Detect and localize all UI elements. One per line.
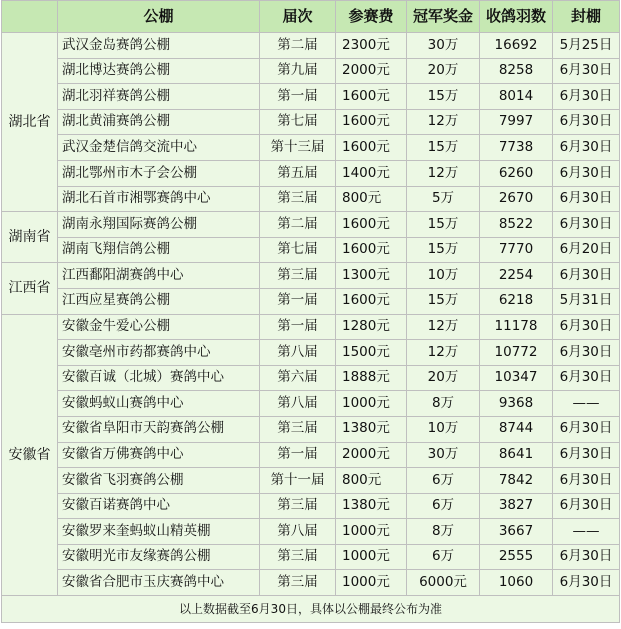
loft-name-cell: 武汉金楚信鸽交流中心	[58, 135, 260, 161]
province-cell: 湖南省	[2, 212, 58, 263]
close-date-cell: 6月30日	[553, 212, 620, 238]
entry-fee-cell: 1500元	[336, 340, 407, 366]
table-body	[2, 33, 620, 596]
loft-name-cell: 安徽明光市友缘赛鸽公棚	[58, 544, 260, 570]
table-row	[2, 391, 620, 417]
close-date-cell: 5月25日	[553, 33, 620, 59]
champion-prize-cell: 5万	[407, 186, 480, 212]
entry-fee-cell: 1600元	[336, 288, 407, 314]
loft-name-cell: 湖北羽祥赛鸽公棚	[58, 84, 260, 110]
loft-name-cell: 安徽省阜阳市天韵赛鸽公棚	[58, 416, 260, 442]
pigeon-count-cell: 7738	[480, 135, 553, 161]
footnote-row	[2, 596, 620, 623]
entry-fee-cell: 1000元	[336, 391, 407, 417]
pigeon-count-cell: 3667	[480, 519, 553, 545]
entry-fee-cell: 2300元	[336, 33, 407, 59]
loft-name-cell: 安徽省飞羽赛鸽公棚	[58, 468, 260, 494]
pigeon-count-cell: 2254	[480, 263, 553, 289]
pigeon-count-cell: 9368	[480, 391, 553, 417]
loft-name-cell: 安徽金牛爱心公棚	[58, 314, 260, 340]
pigeon-count-cell: 1060	[480, 570, 553, 596]
table-row	[2, 135, 620, 161]
header-cell-count: 收鸽羽数	[480, 1, 553, 33]
pigeon-count-cell: 7997	[480, 109, 553, 135]
champion-prize-cell: 12万	[407, 160, 480, 186]
champion-prize-cell: 30万	[407, 442, 480, 468]
close-date-cell: 6月30日	[553, 314, 620, 340]
header-cell-province	[2, 1, 58, 33]
close-date-cell: 6月30日	[553, 544, 620, 570]
table-row	[2, 288, 620, 314]
pigeon-count-cell: 2670	[480, 186, 553, 212]
loft-name-cell: 安徽省合肥市玉庆赛鸽中心	[58, 570, 260, 596]
header-row	[2, 1, 620, 33]
pigeon-count-cell: 6260	[480, 160, 553, 186]
pigeon-count-cell: 3827	[480, 493, 553, 519]
table-row	[2, 263, 620, 289]
edition-cell: 第八届	[260, 340, 336, 366]
header-cell-close-date: 封棚	[553, 1, 620, 33]
champion-prize-cell: 8万	[407, 391, 480, 417]
close-date-cell: 6月30日	[553, 442, 620, 468]
table-row	[2, 519, 620, 545]
table-row	[2, 416, 620, 442]
pigeon-count-cell: 16692	[480, 33, 553, 59]
champion-prize-cell: 6万	[407, 544, 480, 570]
header-cell-edition: 届次	[260, 1, 336, 33]
pigeon-count-cell: 8744	[480, 416, 553, 442]
header-cell-fee: 参赛费	[336, 1, 407, 33]
entry-fee-cell: 2000元	[336, 442, 407, 468]
table-row	[2, 33, 620, 59]
loft-name-cell: 湖南永翔国际赛鸽公棚	[58, 212, 260, 238]
table-row	[2, 160, 620, 186]
edition-cell: 第十三届	[260, 135, 336, 161]
close-date-cell: 6月20日	[553, 237, 620, 263]
close-date-cell: 6月30日	[553, 186, 620, 212]
close-date-cell: 6月30日	[553, 416, 620, 442]
pigeon-count-cell: 2555	[480, 544, 553, 570]
loft-name-cell: 江西应星赛鸽公棚	[58, 288, 260, 314]
edition-cell: 第八届	[260, 391, 336, 417]
loft-name-cell: 湖北黄浦赛鸽公棚	[58, 109, 260, 135]
entry-fee-cell: 800元	[336, 468, 407, 494]
pigeon-count-cell: 10347	[480, 365, 553, 391]
champion-prize-cell: 15万	[407, 237, 480, 263]
edition-cell: 第三届	[260, 416, 336, 442]
table-row	[2, 314, 620, 340]
edition-cell: 第二届	[260, 33, 336, 59]
close-date-cell: 6月30日	[553, 84, 620, 110]
edition-cell: 第三届	[260, 570, 336, 596]
loft-name-cell: 湖北石首市湘鄂赛鸽中心	[58, 186, 260, 212]
edition-cell: 第十一届	[260, 468, 336, 494]
loft-name-cell: 安徽罗来奎蚂蚁山精英棚	[58, 519, 260, 545]
entry-fee-cell: 1000元	[336, 570, 407, 596]
edition-cell: 第三届	[260, 263, 336, 289]
champion-prize-cell: 12万	[407, 314, 480, 340]
pigeon-count-cell: 6218	[480, 288, 553, 314]
close-date-cell: 6月30日	[553, 58, 620, 84]
close-date-cell: 5月31日	[553, 288, 620, 314]
champion-prize-cell: 15万	[407, 135, 480, 161]
table-row	[2, 212, 620, 238]
edition-cell: 第一届	[260, 84, 336, 110]
table-row	[2, 468, 620, 494]
pigeon-count-cell: 8522	[480, 212, 553, 238]
loft-name-cell: 湖北博达赛鸽公棚	[58, 58, 260, 84]
champion-prize-cell: 15万	[407, 288, 480, 314]
close-date-cell: 6月30日	[553, 340, 620, 366]
edition-cell: 第三届	[260, 544, 336, 570]
loft-name-cell: 湖南飞翔信鸽公棚	[58, 237, 260, 263]
loft-name-cell: 安徽百诚（北城）赛鸽中心	[58, 365, 260, 391]
entry-fee-cell: 1000元	[336, 519, 407, 545]
pigeon-count-cell: 8641	[480, 442, 553, 468]
table-row	[2, 237, 620, 263]
footnote: 以上数据截至6月30日，具体以公棚最终公布为准	[2, 596, 620, 623]
close-date-cell: 6月30日	[553, 160, 620, 186]
header-cell-prize: 冠军奖金	[407, 1, 480, 33]
close-date-cell: 6月30日	[553, 365, 620, 391]
table-row	[2, 340, 620, 366]
champion-prize-cell: 8万	[407, 519, 480, 545]
pigeon-count-cell: 7770	[480, 237, 553, 263]
entry-fee-cell: 1000元	[336, 544, 407, 570]
table-row	[2, 544, 620, 570]
entry-fee-cell: 1888元	[336, 365, 407, 391]
champion-prize-cell: 20万	[407, 365, 480, 391]
champion-prize-cell: 10万	[407, 263, 480, 289]
close-date-cell: 6月30日	[553, 109, 620, 135]
edition-cell: 第一届	[260, 314, 336, 340]
province-cell: 江西省	[2, 263, 58, 314]
pigeon-count-cell: 11178	[480, 314, 553, 340]
entry-fee-cell: 1600元	[336, 84, 407, 110]
edition-cell: 第五届	[260, 160, 336, 186]
entry-fee-cell: 2000元	[336, 58, 407, 84]
table-row	[2, 570, 620, 596]
edition-cell: 第三届	[260, 186, 336, 212]
edition-cell: 第三届	[260, 493, 336, 519]
loft-name-cell: 安徽百诺赛鸽中心	[58, 493, 260, 519]
table-row	[2, 109, 620, 135]
champion-prize-cell: 6万	[407, 493, 480, 519]
edition-cell: 第九届	[260, 58, 336, 84]
entry-fee-cell: 1300元	[336, 263, 407, 289]
close-date-cell: 6月30日	[553, 263, 620, 289]
loft-name-cell: 江西鄱阳湖赛鸽中心	[58, 263, 260, 289]
pigeon-loft-table	[1, 0, 620, 623]
champion-prize-cell: 12万	[407, 109, 480, 135]
entry-fee-cell: 800元	[336, 186, 407, 212]
entry-fee-cell: 1380元	[336, 493, 407, 519]
champion-prize-cell: 6万	[407, 468, 480, 494]
champion-prize-cell: 12万	[407, 340, 480, 366]
loft-name-cell: 武汉金岛赛鸽公棚	[58, 33, 260, 59]
edition-cell: 第六届	[260, 365, 336, 391]
loft-name-cell: 安徽蚂蚁山赛鸽中心	[58, 391, 260, 417]
entry-fee-cell: 1380元	[336, 416, 407, 442]
table-row	[2, 493, 620, 519]
header-cell-loft: 公棚	[58, 1, 260, 33]
pigeon-count-cell: 7842	[480, 468, 553, 494]
loft-name-cell: 安徽亳州市药都赛鸽中心	[58, 340, 260, 366]
edition-cell: 第一届	[260, 442, 336, 468]
edition-cell: 第七届	[260, 109, 336, 135]
pigeon-count-cell: 8258	[480, 58, 553, 84]
entry-fee-cell: 1280元	[336, 314, 407, 340]
close-date-cell: 6月30日	[553, 493, 620, 519]
entry-fee-cell: 1600元	[336, 109, 407, 135]
champion-prize-cell: 30万	[407, 33, 480, 59]
champion-prize-cell: 20万	[407, 58, 480, 84]
close-date-cell: 6月30日	[553, 135, 620, 161]
entry-fee-cell: 1600元	[336, 135, 407, 161]
champion-prize-cell: 6000元	[407, 570, 480, 596]
loft-name-cell: 湖北鄂州市木子会公棚	[58, 160, 260, 186]
entry-fee-cell: 1600元	[336, 237, 407, 263]
province-cell: 湖北省	[2, 33, 58, 212]
table-row	[2, 84, 620, 110]
table-row	[2, 365, 620, 391]
close-date-cell: 6月30日	[553, 468, 620, 494]
champion-prize-cell: 10万	[407, 416, 480, 442]
champion-prize-cell: 15万	[407, 84, 480, 110]
edition-cell: 第二届	[260, 212, 336, 238]
close-date-cell: ——	[553, 391, 620, 417]
loft-name-cell: 安徽省万佛赛鸽中心	[58, 442, 260, 468]
pigeon-count-cell: 8014	[480, 84, 553, 110]
edition-cell: 第八届	[260, 519, 336, 545]
province-cell: 安徽省	[2, 314, 58, 596]
entry-fee-cell: 1400元	[336, 160, 407, 186]
close-date-cell: ——	[553, 519, 620, 545]
table-row	[2, 442, 620, 468]
pigeon-count-cell: 10772	[480, 340, 553, 366]
close-date-cell: 6月30日	[553, 570, 620, 596]
table-row	[2, 58, 620, 84]
edition-cell: 第七届	[260, 237, 336, 263]
table-row	[2, 186, 620, 212]
entry-fee-cell: 1600元	[336, 212, 407, 238]
edition-cell: 第一届	[260, 288, 336, 314]
champion-prize-cell: 15万	[407, 212, 480, 238]
